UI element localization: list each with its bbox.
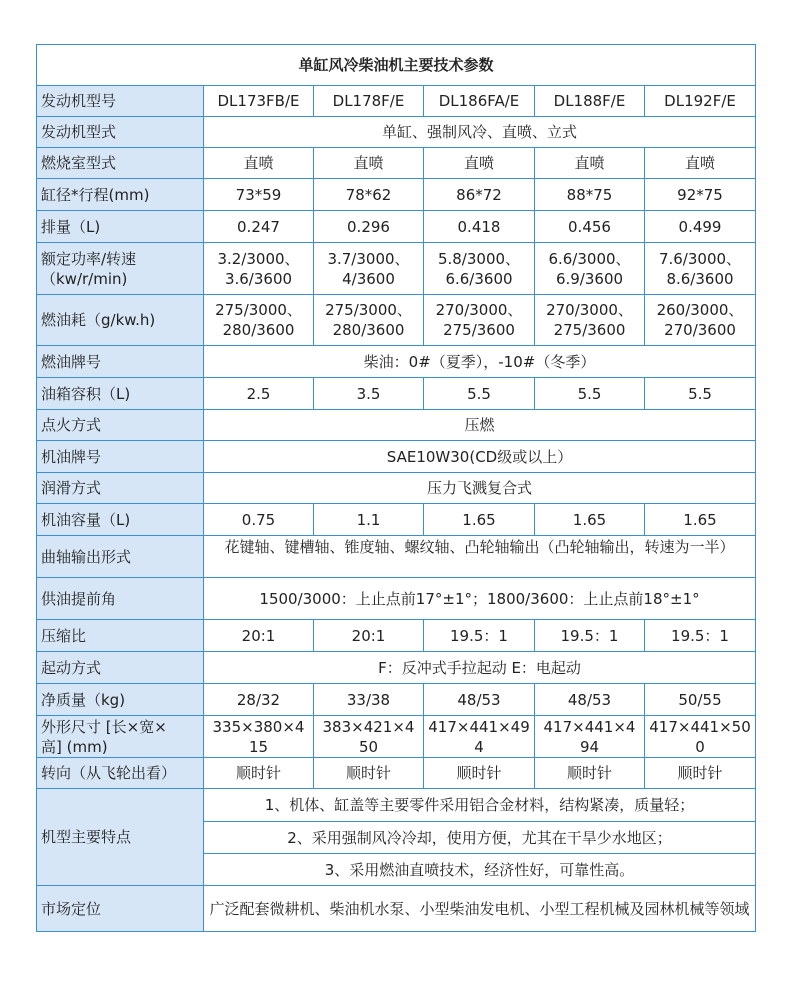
cell-line: 3.7/3000、 bbox=[327, 249, 410, 268]
cell-text: 417×441×494 bbox=[428, 717, 530, 756]
spec-table bbox=[36, 44, 756, 932]
cell-value bbox=[424, 243, 535, 295]
row-label: 燃油耗（g/kw.h) bbox=[37, 295, 204, 346]
cell-line: 8.6/3600 bbox=[666, 269, 734, 288]
cell-value: 1.1 bbox=[314, 504, 424, 536]
cell-value bbox=[314, 716, 424, 758]
cell-line: 270/3000、 bbox=[546, 301, 633, 319]
cell-value: 直喷 bbox=[535, 148, 645, 179]
row-value: 柴油：0#（夏季），-10#（冬季） bbox=[204, 346, 756, 378]
cell-value: 20:1 bbox=[314, 620, 424, 652]
row-label: 压缩比 bbox=[37, 620, 204, 652]
cell-value: 0.75 bbox=[204, 504, 314, 536]
combustion-row bbox=[37, 148, 756, 179]
cell-line: 280/3600 bbox=[332, 321, 405, 339]
row-label-text: 外形尺寸 [长×宽×高] (mm) bbox=[41, 717, 167, 756]
cell-value bbox=[204, 243, 314, 295]
row-value: 压力飞溅复合式 bbox=[204, 473, 756, 504]
model-row bbox=[37, 86, 756, 117]
cell-value: 0.456 bbox=[535, 211, 645, 243]
cell-value: 19.5：1 bbox=[424, 620, 535, 652]
displacement-row bbox=[37, 211, 756, 243]
cell-value: 86*72 bbox=[424, 179, 535, 211]
cell-line: 5.8/3000、 bbox=[437, 249, 521, 268]
row-label: 缸径*行程(mm) bbox=[37, 179, 204, 211]
row-value: 广泛配套微耕机、柴油机水泵、小型柴油发电机、小型工程机械及园林机械等领域 bbox=[204, 886, 756, 932]
cell-value: 50/55 bbox=[645, 684, 756, 716]
cell-value bbox=[204, 716, 314, 758]
cell-value: 48/53 bbox=[424, 684, 535, 716]
feature-item: 3、采用燃油直喷技术，经济性好，可靠性高。 bbox=[204, 854, 756, 886]
row-value: 1500/3000：上止点前17°±1°；1800/3600：上止点前18°±1° bbox=[204, 578, 756, 620]
cell-value: 直喷 bbox=[645, 148, 756, 179]
cell-line: 275/3600 bbox=[553, 321, 626, 339]
feature-item: 2、采用强制风冷冷却，使用方便，尤其在干旱少水地区； bbox=[204, 822, 756, 854]
row-label bbox=[37, 243, 204, 295]
model-name: DL188F/E bbox=[535, 86, 645, 117]
cell-value: 88*75 bbox=[535, 179, 645, 211]
row-value: 压燃 bbox=[204, 410, 756, 441]
cell-value: 0.418 bbox=[424, 211, 535, 243]
row-label: 起动方式 bbox=[37, 652, 204, 684]
model-name: DL192F/E bbox=[645, 86, 756, 117]
cell-value: 19.5：1 bbox=[535, 620, 645, 652]
cell-line: 280/3600 bbox=[222, 321, 295, 339]
rated-power-row bbox=[37, 243, 756, 295]
row-label: 排量（L) bbox=[37, 211, 204, 243]
cell-value: 28/32 bbox=[204, 684, 314, 716]
cell-value: 直喷 bbox=[424, 148, 535, 179]
title-row bbox=[37, 45, 756, 86]
cell-value: 0.499 bbox=[645, 211, 756, 243]
crankshaft-row bbox=[37, 536, 756, 578]
cell-line: 270/3000、 bbox=[435, 301, 523, 319]
cell-value: 0.247 bbox=[204, 211, 314, 243]
lubrication-row bbox=[37, 473, 756, 504]
injection-timing-row bbox=[37, 578, 756, 620]
row-label: 机油牌号 bbox=[37, 441, 204, 473]
cell-value: 73*59 bbox=[204, 179, 314, 211]
cell-value bbox=[424, 716, 535, 758]
cell-text: 383×421×450 bbox=[322, 717, 415, 756]
row-label: 机油容量（L) bbox=[37, 504, 204, 536]
row-label: 燃烧室型式 bbox=[37, 148, 204, 179]
oil-capacity-row bbox=[37, 504, 756, 536]
row-value-text: 花键轴、键槽轴、锥度轴、螺纹轴、凸轮轴输出（凸轮轴输出，转速为一半） bbox=[224, 537, 735, 556]
row-label: 油箱容积（L) bbox=[37, 378, 204, 410]
row-value: SAE10W30(CD级或以上） bbox=[204, 441, 756, 473]
features-row bbox=[37, 789, 756, 822]
row-label: 转向（从飞轮出看） bbox=[37, 758, 204, 789]
cell-line: 270/3600 bbox=[664, 321, 736, 339]
cell-value bbox=[314, 295, 424, 346]
cell-value: 顺时针 bbox=[204, 758, 314, 789]
cell-value: 5.5 bbox=[535, 378, 645, 410]
cell-line: 275/3600 bbox=[443, 321, 515, 339]
cell-line: 6.6/3000、 bbox=[548, 249, 631, 268]
cell-text: 417×441×494 bbox=[543, 717, 636, 756]
cell-line: 3.6/3600 bbox=[224, 269, 293, 288]
cell-value: 78*62 bbox=[314, 179, 424, 211]
cell-value bbox=[535, 295, 645, 346]
model-name: DL178F/E bbox=[314, 86, 424, 117]
row-label bbox=[37, 716, 204, 758]
row-label-line: （kw/r/min) bbox=[41, 269, 128, 288]
cell-text: 335×380×415 bbox=[212, 717, 305, 756]
cell-value: 顺时针 bbox=[424, 758, 535, 789]
cell-value: 1.65 bbox=[535, 504, 645, 536]
row-value: F：反冲式手拉起动 E：电起动 bbox=[204, 652, 756, 684]
cell-line: 6.6/3600 bbox=[445, 269, 513, 288]
bore-stroke-row bbox=[37, 179, 756, 211]
row-label: 市场定位 bbox=[37, 886, 204, 932]
cell-value: 5.5 bbox=[424, 378, 535, 410]
cell-value: 顺时针 bbox=[645, 758, 756, 789]
cell-text: 417×441×500 bbox=[649, 717, 751, 756]
row-label: 燃油牌号 bbox=[37, 346, 204, 378]
row-label: 润滑方式 bbox=[37, 473, 204, 504]
cell-line: 275/3000、 bbox=[325, 301, 412, 319]
cell-value: 顺时针 bbox=[535, 758, 645, 789]
engine-type-row bbox=[37, 117, 756, 148]
starting-row bbox=[37, 652, 756, 684]
cell-value bbox=[535, 243, 645, 295]
cell-line: 6.9/3600 bbox=[555, 269, 624, 288]
row-value: 单缸、强制风冷、直喷、立式 bbox=[204, 117, 756, 148]
table-title: 单缸风冷柴油机主要技术参数 bbox=[37, 45, 756, 86]
rotation-row bbox=[37, 758, 756, 789]
net-weight-row bbox=[37, 684, 756, 716]
cell-value: 顺时针 bbox=[314, 758, 424, 789]
tank-capacity-row bbox=[37, 378, 756, 410]
fuel-grade-row bbox=[37, 346, 756, 378]
ignition-row bbox=[37, 410, 756, 441]
model-name: DL186FA/E bbox=[424, 86, 535, 117]
cell-value bbox=[535, 716, 645, 758]
row-label: 机型主要特点 bbox=[37, 789, 204, 886]
row-label: 曲轴输出形式 bbox=[37, 536, 204, 578]
cell-value: 92*75 bbox=[645, 179, 756, 211]
cell-value bbox=[645, 295, 756, 346]
cell-line: 7.6/3000、 bbox=[658, 249, 742, 268]
cell-value: 5.5 bbox=[645, 378, 756, 410]
cell-line: 275/3000、 bbox=[215, 301, 302, 319]
cell-line: 260/3000、 bbox=[656, 301, 744, 319]
cell-value bbox=[424, 295, 535, 346]
row-label: 净质量（kg) bbox=[37, 684, 204, 716]
cell-value bbox=[314, 243, 424, 295]
row-label-line: 额定功率/转速 bbox=[41, 249, 137, 268]
compression-row bbox=[37, 620, 756, 652]
cell-value: 1.65 bbox=[424, 504, 535, 536]
cell-value: 20:1 bbox=[204, 620, 314, 652]
model-name: DL173FB/E bbox=[204, 86, 314, 117]
cell-value: 直喷 bbox=[314, 148, 424, 179]
cell-value bbox=[645, 243, 756, 295]
oil-grade-row bbox=[37, 441, 756, 473]
model-label: 发动机型号 bbox=[37, 86, 204, 117]
cell-value: 19.5：1 bbox=[645, 620, 756, 652]
cell-line: 3.2/3000、 bbox=[217, 249, 300, 268]
cell-line: 4/3600 bbox=[342, 269, 395, 288]
fuel-consumption-row bbox=[37, 295, 756, 346]
cell-value: 0.296 bbox=[314, 211, 424, 243]
feature-item: 1、机体、缸盖等主要零件采用铝合金材料，结构紧凑，质量轻； bbox=[204, 789, 756, 822]
cell-value: 1.65 bbox=[645, 504, 756, 536]
market-row bbox=[37, 886, 756, 932]
dimensions-row bbox=[37, 716, 756, 758]
row-label: 发动机型式 bbox=[37, 117, 204, 148]
row-label: 点火方式 bbox=[37, 410, 204, 441]
cell-value: 3.5 bbox=[314, 378, 424, 410]
cell-value: 直喷 bbox=[204, 148, 314, 179]
row-label: 供油提前角 bbox=[37, 578, 204, 620]
cell-value bbox=[645, 716, 756, 758]
cell-value bbox=[204, 295, 314, 346]
cell-value: 33/38 bbox=[314, 684, 424, 716]
cell-value: 2.5 bbox=[204, 378, 314, 410]
cell-value: 48/53 bbox=[535, 684, 645, 716]
row-value bbox=[204, 536, 756, 578]
